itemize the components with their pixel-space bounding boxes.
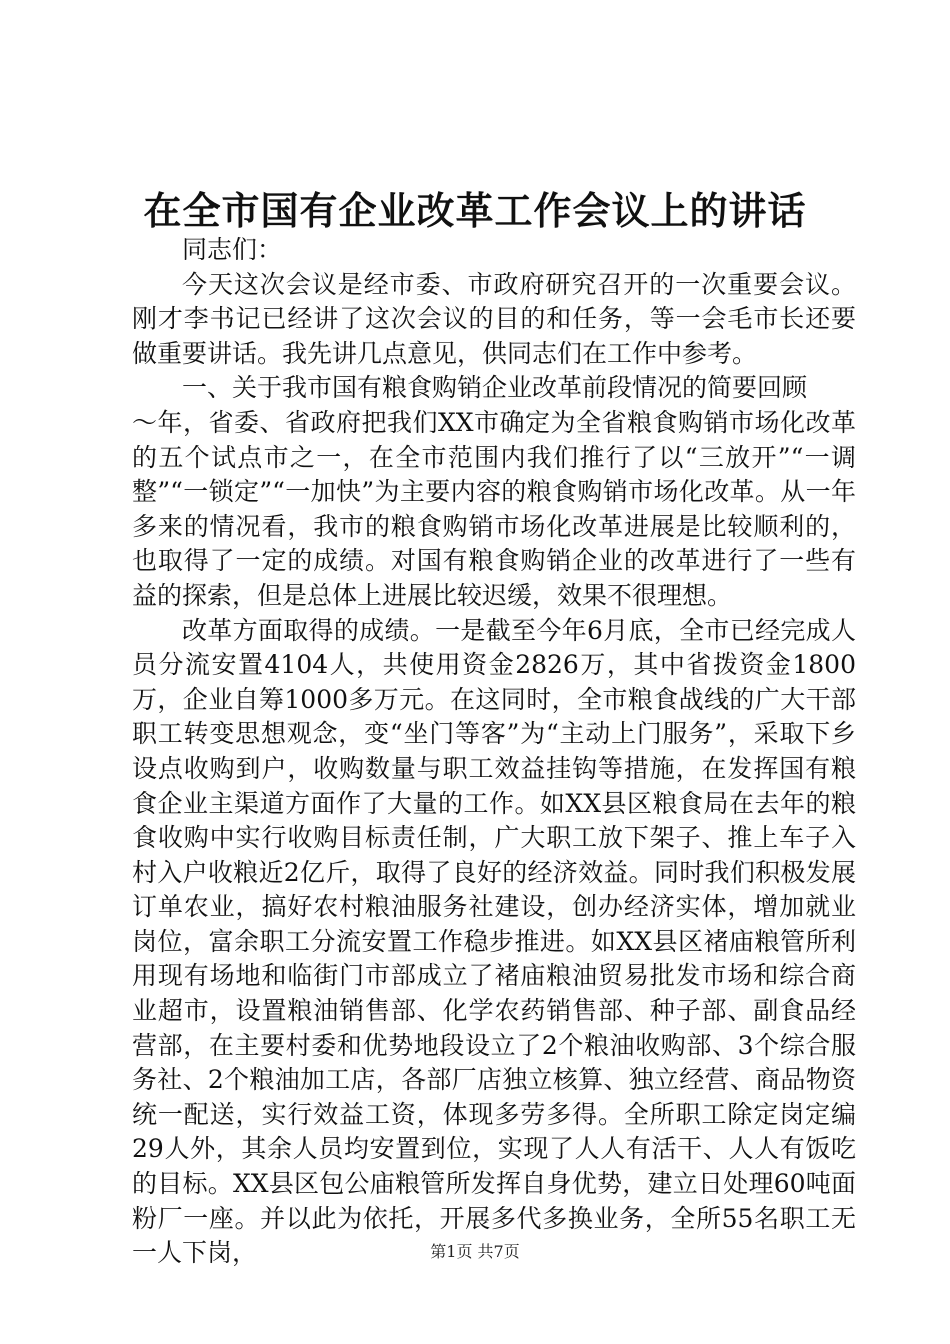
background-paragraph: ～年，省委、省政府把我们XX市确定为全省粮食购销市场化改革的五个试点市之一，在全市范围内我们推行了以“三放开”“一调整”“一锁定”“一加快”为主要内容的粮食购销市场化改革。从一年多来的情况看，我市的粮食购销市场化改革进展是比较顺利的，也取得了一定的成绩。对国有粮食购销企业的改革进行了一些有益的探索，但是总体上进展比较迟缓，效果不很理想。: [132, 407, 856, 610]
section-heading-one: 一、关于我市国有粮食购销企业改革前段情况的简要回顾: [182, 373, 808, 403]
achievements-paragraph: 改革方面取得的成绩。一是截至今年6月底，全市已经完成人员分流安置4104人，共使用资金2826万，其中省拨资金1800万，企业自筹1000多万元。在这同时，全市粮食战线的广大干部职工转变思想观念，变“坐门等客”为“主动上门服务”，采取下乡设点收购到户，收购数量与职工效益挂钩等措施，在发挥国有粮食企业主渠道方面作了大量的工作。如XX县区粮食局在去年的粮食收购中实行收购目标责任制，广大职工放下架子、推上车子入村入户收粮近2亿斤，取得了良好的经济效益。同时我们积极发展订单农业，搞好农村粮油服务社建设，创办经济实体，增加就业岗位，富余职工分流安置工作稳步推进。如XX县区褚庙粮管所利用现有场地和临街门市部成立了褚庙粮油贸易批发市场和综合商业超市，设置粮油销售部、化学农药销售部、种子部、副食品经营部，在主要村委和优势地段设立了2个粮油收购部、3个综合服务社、2个粮油加工店，各部厂店独立核算、独立经营、商品物资统一配送，实行效益工资，体现多劳多得。全所职工除定岗定编29人外，其余人员均安置到位，实现了人人有活干、人人有饭吃的目标。XX县区包公庙粮管所发挥自身优势，建立日处理60吨面粉厂一座。并以此为依托，开展多代多换业务，全所55名职工无一人下岗，: [132, 615, 856, 1268]
page-footer: 第1页 共7页: [430, 1242, 520, 1261]
intro-paragraph: 今天这次会议是经市委、市政府研究召开的一次重要会议。刚才李书记已经讲了这次会议的目的和任务，等一会毛市长还要做重要讲话。我先讲几点意见，供同志们在工作中参考。: [132, 269, 856, 368]
document-body: [132, 233, 856, 1271]
salutation-paragraph: 同志们：: [182, 235, 283, 264]
document-title: 在全市国有企业改革工作会议上的讲话: [143, 188, 807, 233]
